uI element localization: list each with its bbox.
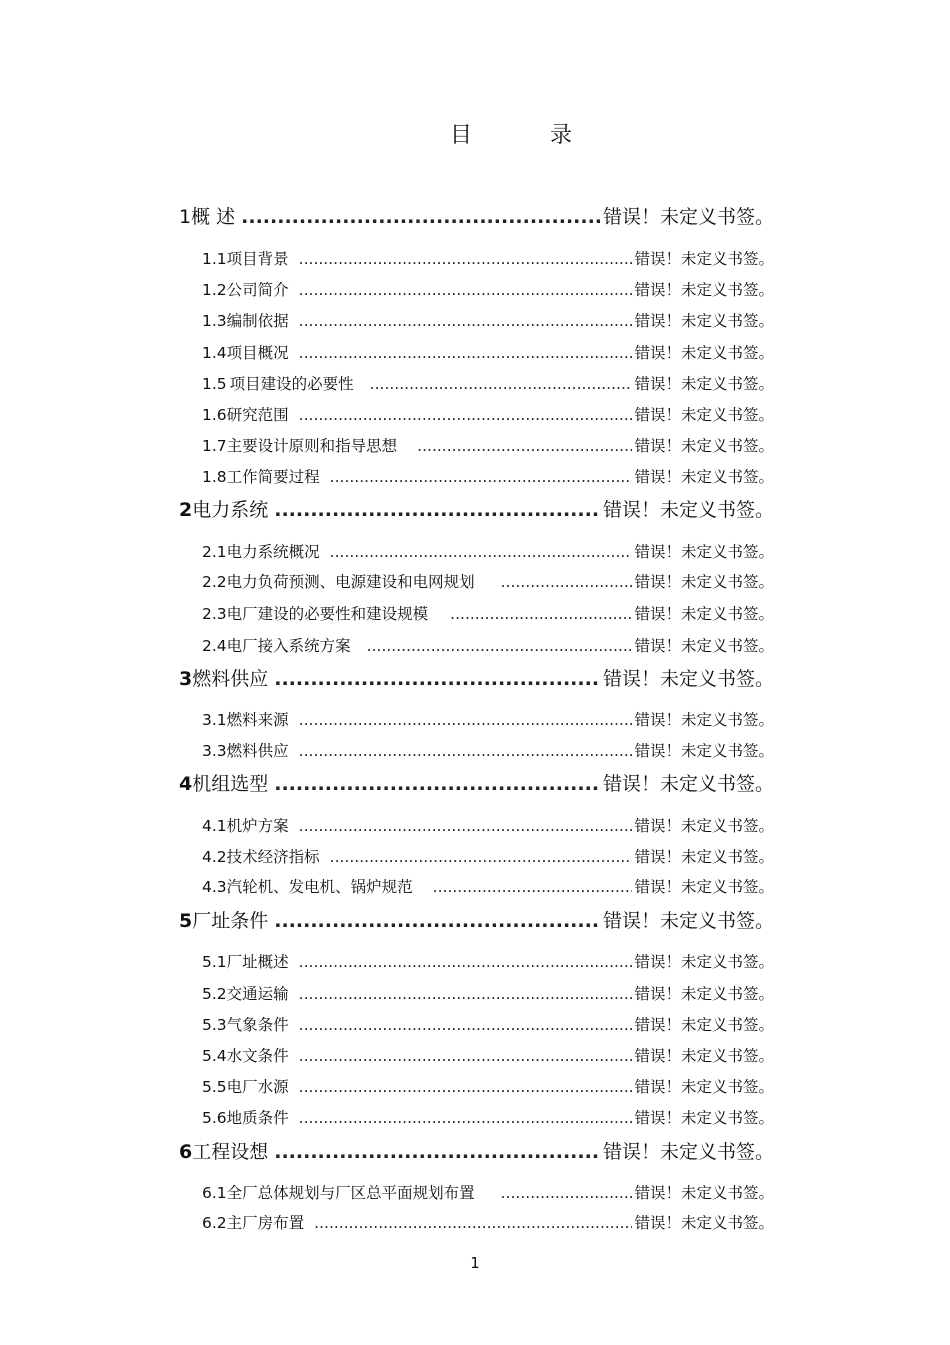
toc-entry-number: 2.1 xyxy=(202,543,227,561)
toc-leader-dots xyxy=(274,773,601,795)
toc-entry-number: 1.1 xyxy=(202,250,227,268)
toc-leader-dots xyxy=(501,573,633,591)
toc-entry-number: 2.4 xyxy=(202,637,227,655)
toc-entry-page-ref: 错误！未定义书签。 xyxy=(634,1016,774,1034)
toc-entry-title: 项目概况 xyxy=(226,344,289,362)
toc-leader-dots xyxy=(299,344,633,362)
toc-entry-title: 编制依据 xyxy=(226,312,289,330)
toc-entry[interactable] xyxy=(202,570,774,592)
toc-entry[interactable] xyxy=(202,708,774,730)
toc-title-char-1: 目 xyxy=(450,123,473,148)
toc-entry-number: 3.3 xyxy=(202,742,227,760)
toc-entry-page-ref: 错误！未定义书签。 xyxy=(634,406,774,424)
toc-entry-title: 燃料供应 xyxy=(226,742,289,760)
toc-entry-title: 水文条件 xyxy=(226,1047,289,1065)
toc-entry-number: 1 xyxy=(179,206,192,228)
toc-leader-dots xyxy=(299,1078,633,1096)
toc-entry[interactable] xyxy=(202,982,774,1004)
toc-leader-dots xyxy=(330,848,633,866)
toc-leader-dots xyxy=(299,985,633,1003)
toc-entry-title: 燃料来源 xyxy=(226,711,289,729)
toc-entry-number: 5.2 xyxy=(202,985,227,1003)
toc-entry[interactable] xyxy=(179,495,774,523)
toc-entry-number: 5.5 xyxy=(202,1078,227,1096)
toc-entry-page-ref: 错误！未定义书签。 xyxy=(634,1184,774,1202)
toc-leader-dots xyxy=(501,1184,633,1202)
toc-entry[interactable] xyxy=(202,602,774,624)
toc-entry-page-ref: 错误！未定义书签。 xyxy=(634,468,774,486)
toc-entry-number: 4.2 xyxy=(202,848,227,866)
toc-entry-title: 电厂水源 xyxy=(226,1078,289,1096)
toc-entry-title: 汽轮机、发电机、锅炉规范 xyxy=(226,878,413,896)
toc-leader-dots xyxy=(299,250,633,268)
toc-entry-page-ref: 错误！未定义书签。 xyxy=(602,910,774,932)
toc-entry-number: 1.8 xyxy=(202,468,227,486)
toc-entry[interactable] xyxy=(202,465,774,487)
toc-entry[interactable] xyxy=(202,247,774,269)
toc-entry-page-ref: 错误！未定义书签。 xyxy=(634,1109,774,1127)
toc-leader-dots xyxy=(450,605,632,623)
toc-entry-title: 机组选型 xyxy=(192,773,269,795)
toc-entry-title: 技术经济指标 xyxy=(226,848,320,866)
toc-entry-title: 电力系统概况 xyxy=(226,543,320,561)
toc-entry-number: 4 xyxy=(179,773,193,795)
toc-entry-title: 厂址条件 xyxy=(192,910,269,932)
toc-entry[interactable] xyxy=(179,906,774,934)
toc-entry[interactable] xyxy=(202,1106,774,1128)
toc-entry-number: 5.4 xyxy=(202,1047,227,1065)
toc-entry-title: 研究范围 xyxy=(226,406,289,424)
toc-entry[interactable] xyxy=(202,1211,774,1233)
toc-entry-page-ref: 错误！未定义书签。 xyxy=(634,344,774,362)
toc-entry-number: 3 xyxy=(179,668,193,690)
toc-entry-page-ref: 错误！未定义书签。 xyxy=(634,985,774,1003)
toc-entry[interactable] xyxy=(202,845,774,867)
toc-leader-dots xyxy=(433,878,633,896)
toc-entry-number: 1.5 xyxy=(202,375,227,393)
toc-entry-page-ref: 错误！未定义书签。 xyxy=(602,668,774,690)
toc-entry-page-ref: 错误！未定义书签。 xyxy=(634,573,774,591)
toc-entry-title: 主厂房布置 xyxy=(226,1214,305,1232)
toc-leader-dots xyxy=(330,543,633,561)
toc-entry-title: 项目背景 xyxy=(226,250,289,268)
toc-entry[interactable] xyxy=(202,372,774,394)
toc-entry-title: 工作简要过程 xyxy=(226,468,320,486)
toc-entry-title: 气象条件 xyxy=(226,1016,289,1034)
toc-entry-page-ref: 错误！未定义书签。 xyxy=(634,375,774,393)
toc-entry-page-ref: 错误！未定义书签。 xyxy=(634,637,774,655)
toc-title-char-2: 录 xyxy=(550,123,573,148)
toc-entry-number: 5.3 xyxy=(202,1016,227,1034)
toc-entry[interactable] xyxy=(202,739,774,761)
toc-entry-title: 概 述 xyxy=(191,206,236,228)
toc-entry-page-ref: 错误！未定义书签。 xyxy=(634,817,774,835)
toc-entry-page-ref: 错误！未定义书签。 xyxy=(634,543,774,561)
toc-entry-number: 5.6 xyxy=(202,1109,227,1127)
toc-entry-page-ref: 错误！未定义书签。 xyxy=(602,1141,774,1163)
toc-entry-page-ref: 错误！未定义书签。 xyxy=(634,605,774,623)
toc-entry-page-ref: 错误！未定义书签。 xyxy=(634,250,774,268)
toc-entry-page-ref: 错误！未定义书签。 xyxy=(602,499,774,521)
toc-leader-dots xyxy=(299,742,633,760)
toc-entry[interactable] xyxy=(202,1075,774,1097)
toc-entry-number: 2.3 xyxy=(202,605,227,623)
toc-entry-page-ref: 错误！未定义书签。 xyxy=(602,206,774,228)
toc-entry-page-ref: 错误！未定义书签。 xyxy=(634,281,774,299)
toc-entry[interactable] xyxy=(202,341,774,363)
toc-entry[interactable] xyxy=(202,1181,774,1203)
toc-entry-page-ref: 错误！未定义书签。 xyxy=(634,1214,774,1232)
toc-leader-dots xyxy=(330,468,633,486)
toc-entry[interactable] xyxy=(202,950,774,972)
toc-leader-dots xyxy=(314,1214,632,1232)
toc-entry[interactable] xyxy=(179,664,774,692)
toc-entry-number: 4.1 xyxy=(202,817,227,835)
toc-entry[interactable] xyxy=(179,1137,774,1165)
toc-entry-number: 6 xyxy=(179,1141,193,1163)
toc-entry-title: 项目建设的必要性 xyxy=(229,375,354,393)
toc-leader-dots xyxy=(274,499,601,521)
toc-leader-dots xyxy=(299,817,633,835)
toc-entry-title: 交通运输 xyxy=(226,985,289,1003)
toc-entry-page-ref: 错误！未定义书签。 xyxy=(634,711,774,729)
toc-entry-page-ref: 错误！未定义书签。 xyxy=(634,848,774,866)
toc-entry-page-ref: 错误！未定义书签。 xyxy=(634,1078,774,1096)
toc-entry-number: 5 xyxy=(179,910,193,932)
toc-entry[interactable] xyxy=(202,309,774,331)
toc-entry-title: 机炉方案 xyxy=(226,817,289,835)
toc-entry-title: 燃料供应 xyxy=(192,668,269,690)
toc-leader-dots xyxy=(241,206,601,228)
toc-entry-number: 1.7 xyxy=(202,437,227,455)
page-number: 1 xyxy=(470,1254,480,1272)
toc-entry[interactable] xyxy=(202,1013,774,1035)
toc-entry-number: 4.3 xyxy=(202,878,227,896)
toc-entry[interactable] xyxy=(179,769,774,797)
toc-entry-number: 2 xyxy=(179,499,193,521)
toc-leader-dots xyxy=(299,1047,633,1065)
toc-entry-number: 5.1 xyxy=(202,953,227,971)
toc-entry-page-ref: 错误！未定义书签。 xyxy=(634,437,774,455)
toc-entry-page-ref: 错误！未定义书签。 xyxy=(634,953,774,971)
toc-leader-dots xyxy=(299,1016,633,1034)
toc-entry-title: 电厂建设的必要性和建设规模 xyxy=(226,605,429,623)
toc-entry-title: 电力负荷预测、电源建设和电网规划 xyxy=(226,573,475,591)
toc-entry-title: 厂址概述 xyxy=(226,953,289,971)
toc-leader-dots xyxy=(370,375,633,393)
toc-entry-title: 工程设想 xyxy=(192,1141,269,1163)
toc-entry-number: 6.2 xyxy=(202,1214,227,1232)
toc-entry-number: 6.1 xyxy=(202,1184,227,1202)
toc-entry-number: 1.4 xyxy=(202,344,227,362)
toc-entry-title: 全厂总体规划与厂区总平面规划布置 xyxy=(226,1184,475,1202)
toc-entry-page-ref: 错误！未定义书签。 xyxy=(634,878,774,896)
toc-leader-dots xyxy=(274,910,601,932)
toc-leader-dots xyxy=(299,1109,633,1127)
toc-entry[interactable] xyxy=(202,278,774,300)
toc-entry-number: 1.6 xyxy=(202,406,227,424)
toc-entry[interactable] xyxy=(202,875,774,897)
toc-entry-number: 2.2 xyxy=(202,573,227,591)
toc-entry-number: 1.3 xyxy=(202,312,227,330)
toc-leader-dots xyxy=(274,668,601,690)
toc-leader-dots xyxy=(367,637,633,655)
toc-entry-page-ref: 错误！未定义书签。 xyxy=(634,1047,774,1065)
toc-leader-dots xyxy=(299,281,633,299)
toc-entry[interactable] xyxy=(202,1044,774,1066)
toc-leader-dots xyxy=(274,1141,601,1163)
toc-entry-page-ref: 错误！未定义书签。 xyxy=(634,312,774,330)
toc-entry[interactable] xyxy=(202,814,774,836)
toc-entry-page-ref: 错误！未定义书签。 xyxy=(634,742,774,760)
toc-leader-dots xyxy=(299,953,633,971)
toc-leader-dots xyxy=(299,711,633,729)
toc-entry[interactable] xyxy=(202,403,774,425)
toc-entry-number: 1.2 xyxy=(202,281,227,299)
toc-entry-page-ref: 错误！未定义书签。 xyxy=(602,773,774,795)
toc-entry-title: 地质条件 xyxy=(226,1109,289,1127)
toc-entry-number: 3.1 xyxy=(202,711,227,729)
toc-entry[interactable] xyxy=(179,202,774,230)
toc-entry[interactable] xyxy=(202,634,774,656)
toc-entry-title: 主要设计原则和指导思想 xyxy=(226,437,398,455)
toc-leader-dots xyxy=(299,406,633,424)
toc-entry-title: 电厂接入系统方案 xyxy=(226,637,351,655)
toc-leader-dots xyxy=(417,437,632,455)
toc-entry[interactable] xyxy=(202,540,774,562)
toc-entry-title: 电力系统 xyxy=(192,499,269,521)
toc-entry[interactable] xyxy=(202,434,774,456)
toc-leader-dots xyxy=(299,312,633,330)
toc-entry-title: 公司简介 xyxy=(226,281,289,299)
